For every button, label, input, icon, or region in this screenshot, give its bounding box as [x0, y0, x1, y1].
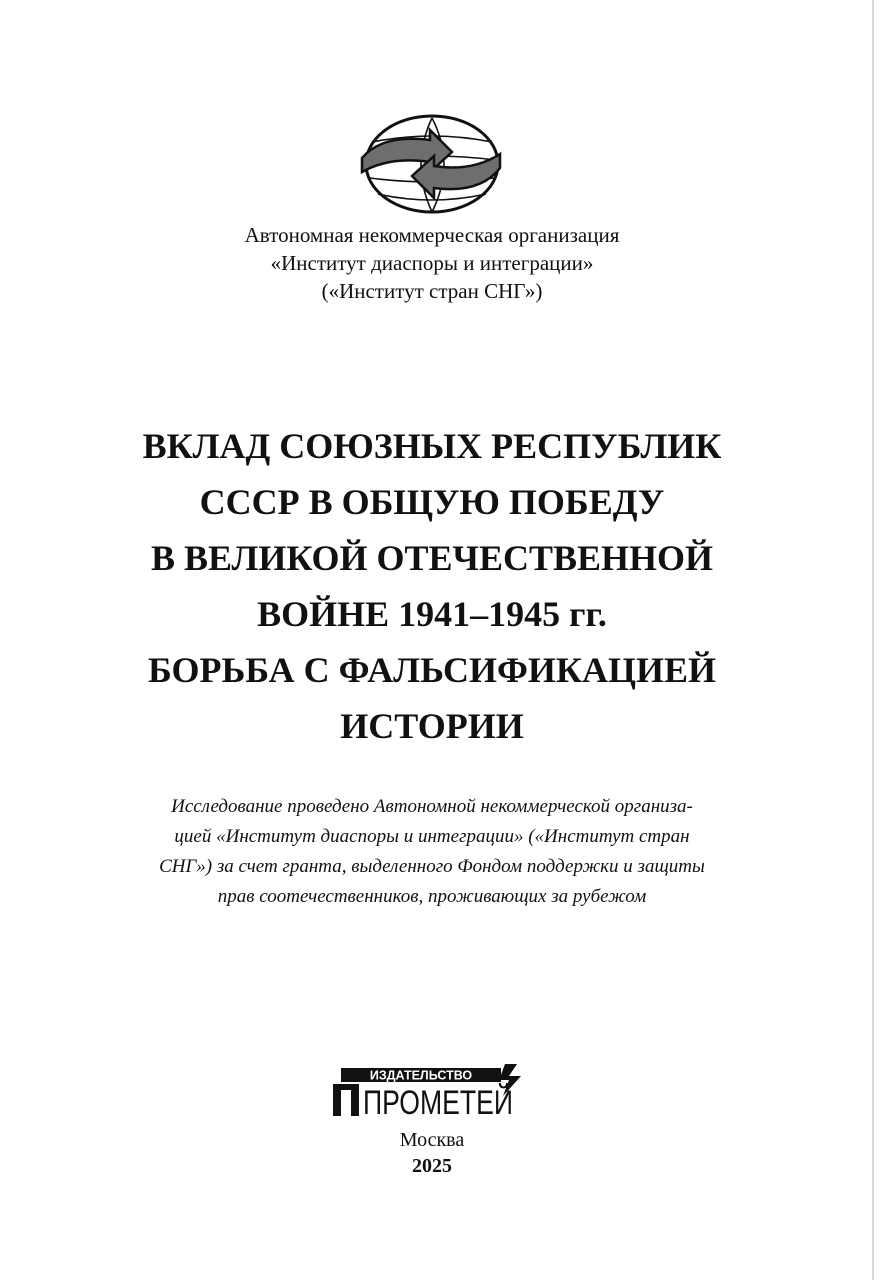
title-line: ИСТОРИИ — [340, 706, 524, 746]
title-line: ВОЙНЕ 1941–1945 гг. — [257, 594, 607, 634]
organization-name — [0, 221, 864, 305]
title-line: СССР В ОБЩУЮ ПОБЕДУ — [199, 482, 665, 522]
city: Москва — [399, 1129, 465, 1151]
page-edge — [872, 0, 874, 1280]
institute-logo — [360, 112, 502, 218]
title-line: ВКЛАД СОЮЗНЫХ РЕСПУБЛИК — [142, 426, 722, 466]
description-line: СНГ») за счет гранта, выделенного Фондом поддержки и защиты — [159, 856, 705, 877]
organization-line: «Институт диаспоры и интеграции» — [270, 251, 594, 275]
publisher-logo-top-text: ИЗДАТЕЛЬСТВО — [369, 1068, 473, 1083]
organization-line: («Институт стран СНГ») — [321, 279, 543, 303]
publisher-logo-main-text: ПРОМЕТЕЙ — [363, 1084, 513, 1122]
book-title — [0, 418, 864, 754]
research-description — [0, 792, 864, 912]
description-line: цией «Институт диаспоры и интеграции» («Институт стран — [174, 826, 690, 847]
title-line: БОРЬБА С ФАЛЬСИФИКАЦИЕЙ — [147, 650, 717, 690]
publisher-logo — [333, 1062, 533, 1120]
year: 2025 — [412, 1155, 452, 1177]
description-line: прав соотечественников, проживающих за рубежом — [217, 886, 647, 907]
description-line: Исследование проведено Автономной некоммерческой организа- — [171, 796, 693, 817]
title-line: В ВЕЛИКОЙ ОТЕЧЕСТВЕННОЙ — [150, 538, 714, 578]
organization-line: Автономная некоммерческая организация — [244, 223, 620, 247]
